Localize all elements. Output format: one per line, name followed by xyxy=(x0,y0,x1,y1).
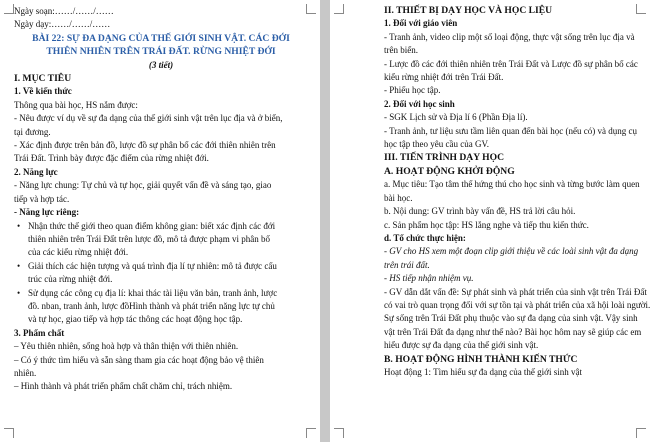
text-line xyxy=(14,112,308,125)
text-line-content: A. HOẠT ĐỘNG KHỞI ĐỘNG xyxy=(384,165,515,177)
text-line xyxy=(14,327,308,340)
text-line xyxy=(384,44,640,57)
text-line-content: vật trên Trái Đất đa dạng như thế nào? Bài học hôm nay sẽ giúp các em xyxy=(384,326,642,337)
document-page-right xyxy=(330,0,650,442)
text-line-content: - Phiếu học tập. xyxy=(384,85,441,96)
text-line-content: 2. Đối với học sinh xyxy=(384,98,455,109)
bullet-icon: • xyxy=(17,220,21,231)
text-line-content: THIÊN NHIÊN TRÊN TRÁI ĐẤT. RỪNG NHIỆT ĐỚI xyxy=(46,46,276,58)
text-line-content: trên biển. xyxy=(384,45,418,56)
text-line xyxy=(384,125,640,138)
text-line-content: - GV cho HS xem một đoạn clip giới thiệu về các loài sinh vật đa dạng xyxy=(384,246,639,257)
text-line xyxy=(384,312,640,325)
text-line-content: Giải thích các hiện tượng và quá trình địa lí tự nhiên: mô tả được cấu xyxy=(28,260,277,271)
text-line-content: BÀI 22: SỰ ĐA DẠNG CỦA THẾ GIỚI SINH VẬT. CÁC ĐỚI xyxy=(32,32,290,44)
text-line-content: 1. Về kiến thức xyxy=(14,86,72,97)
text-line-content: III. TIẾN TRÌNH DẠY HỌC xyxy=(384,152,505,164)
crop-mark-top-right xyxy=(636,4,646,14)
crop-mark-bottom-left xyxy=(334,428,344,438)
text-line xyxy=(14,380,308,393)
bullet-icon: • xyxy=(17,260,21,271)
text-line-content: 3. Phẩm chất xyxy=(14,327,65,338)
text-line xyxy=(14,32,308,45)
text-line xyxy=(384,205,640,218)
text-line xyxy=(14,287,308,300)
text-line xyxy=(14,85,308,98)
right-page-text xyxy=(384,4,650,379)
text-line-content: - Tranh ảnh, video clip một số loại động, thực vật sống trên lục địa và xyxy=(384,31,635,42)
text-line xyxy=(14,354,308,367)
text-line-content: bài học. xyxy=(384,192,413,203)
text-line xyxy=(14,152,308,165)
text-line xyxy=(14,59,308,72)
text-line xyxy=(14,72,308,85)
text-line xyxy=(14,300,308,313)
left-page-text xyxy=(14,5,308,394)
crop-mark-top-right xyxy=(306,4,316,14)
text-line-content: Hoạt động 1: Tìm hiểu sự đa dạng của thế giới sinh vật xyxy=(384,366,582,377)
document-page-left xyxy=(0,0,320,442)
text-line xyxy=(384,98,640,111)
text-line-content: nhiên. xyxy=(14,367,37,378)
text-line-content: trên trái đất. xyxy=(384,259,430,270)
text-line xyxy=(384,245,640,258)
text-line xyxy=(14,260,308,273)
text-line-content: tiếp và hợp tác. xyxy=(14,193,70,204)
text-line-content: có vai trò quan trọng đối với sự tồn tại và phát triển của xã hội loài người. xyxy=(384,299,650,310)
text-line-content: (3 tiết) xyxy=(148,59,174,70)
text-line-content: thiên nhiên trên Trái Đất trên lược đồ, mô tả được phạm vi phân bố xyxy=(28,233,270,244)
text-line-content: – Hình thành và phát triển phẩm chất chăm chỉ, trách nhiệm. xyxy=(14,381,233,392)
text-line-content: B. HOẠT ĐỘNG HÌNH THÀNH KIẾN THỨC xyxy=(384,353,578,365)
text-line-content: hiểu được sự đa dạng của thế giới sinh vật. xyxy=(384,340,539,351)
text-line xyxy=(14,367,308,380)
text-line xyxy=(384,232,640,245)
text-line-content: 2. Năng lực xyxy=(14,166,58,177)
text-line xyxy=(14,179,308,192)
text-line-content: - HS tiếp nhận nhiệm vụ. xyxy=(384,273,474,284)
text-line xyxy=(14,340,308,353)
text-line xyxy=(384,299,650,312)
text-line xyxy=(384,178,640,191)
text-line-content: – Có ý thức tìm hiểu và sẵn sàng tham gia các hoạt động bảo vệ thiên xyxy=(14,354,264,365)
crop-mark-bottom-right xyxy=(306,428,316,438)
text-line xyxy=(384,111,640,124)
text-line xyxy=(384,71,640,84)
text-line xyxy=(384,151,640,164)
text-line xyxy=(384,326,640,339)
text-line-content: d. Tổ chức thực hiện: xyxy=(384,232,466,243)
text-line-content: - Tranh ảnh, tư liệu sưu tầm liên quan đến bài học (nếu có) và dụng cụ xyxy=(384,125,637,136)
text-line xyxy=(384,31,640,44)
text-line xyxy=(384,219,640,232)
text-line-content: Nhận thức thế giới theo quan điểm không gian: biết xác định các đới xyxy=(28,220,276,231)
text-line xyxy=(384,339,640,352)
text-line xyxy=(14,220,308,233)
text-line xyxy=(14,18,308,31)
text-line-content: - Năng lực riêng: xyxy=(14,207,80,218)
text-line-content: II. THIẾT BỊ DẠY HỌC VÀ HỌC LIỆU xyxy=(384,5,553,16)
text-line-content: - Nêu được ví dụ về sự đa dạng của thế giới sinh vật trên lục địa và ở biển, xyxy=(14,113,283,124)
text-line xyxy=(384,272,640,285)
text-line xyxy=(14,139,308,152)
text-line xyxy=(14,193,308,206)
text-line-content: c. Sản phẩm học tập: HS lắng nghe và tiếp thu kiến thức. xyxy=(384,219,589,230)
text-line-content: Trái Đất. Trình bày được đặc điểm của rừng nhiệt đới. xyxy=(14,153,209,164)
text-line-content: Thông qua bài học, HS nắm được: xyxy=(14,99,138,110)
text-line-content: I. MỤC TIÊU xyxy=(14,73,72,85)
text-line-content: Ngày soạn:……/……/…… xyxy=(14,6,114,16)
text-line-content: - Năng lực chung: Tự chủ và tự học, giải quyết vấn đề và sáng tạo, giao xyxy=(14,180,272,191)
text-line-content: kiểu rừng nhiệt đới trên Trái Đất. xyxy=(384,72,504,83)
text-line xyxy=(14,246,308,259)
text-line xyxy=(384,286,647,299)
text-line xyxy=(14,313,308,326)
text-line xyxy=(14,166,308,179)
text-line-content: Ngày dạy:……/……/…… xyxy=(14,19,111,30)
text-line xyxy=(14,233,308,246)
text-line-content: trúc của rừng nhiệt đới. xyxy=(28,274,113,285)
text-line xyxy=(14,273,308,286)
text-line-content: học tập theo yêu cầu của GV. xyxy=(384,139,490,150)
text-line xyxy=(384,192,640,205)
text-line-content: - Lược đồ các đới thiên nhiên trên Trái Đất và Lược đồ sự phân bố các xyxy=(384,58,638,69)
text-line xyxy=(384,58,640,71)
text-line xyxy=(14,45,308,58)
text-line xyxy=(384,17,640,30)
text-line-content: Sự sống trên Trái Đất phụ thuộc vào sự đa dạng của sinh vật. Vậy sinh xyxy=(384,313,638,324)
text-line xyxy=(384,165,640,178)
text-line-content: của các kiểu rừng nhiệt đới. xyxy=(28,247,129,258)
text-line-content: 1. Đối với giáo viên xyxy=(384,18,458,29)
crop-mark-top-left xyxy=(334,4,344,14)
text-line xyxy=(14,5,308,18)
text-line-content: b. Nội dung: GV trình bày vấn đề, HS trả lời câu hỏi. xyxy=(384,206,576,217)
text-line-content: tại đương. xyxy=(14,126,51,137)
text-line-content: và tự học, giao tiếp và hợp tác thông các hoạt động học tập. xyxy=(28,314,243,325)
text-line xyxy=(384,4,640,17)
text-line xyxy=(384,259,640,272)
text-line-content: – Yêu thiên nhiên, sống hoà hợp và thân thiện với thiên nhiên. xyxy=(14,341,239,352)
text-line xyxy=(14,99,308,112)
text-line-content: đồ. nban, tranh ảnh, lược đồHình thành và phát triển năng lực tự chủ xyxy=(28,300,275,311)
text-line xyxy=(384,84,640,97)
crop-mark-top-left xyxy=(4,4,14,14)
text-line xyxy=(384,138,640,151)
text-line xyxy=(14,126,308,139)
crop-mark-bottom-right xyxy=(636,428,646,438)
bullet-icon: • xyxy=(17,287,21,298)
text-line xyxy=(384,366,640,379)
text-line-content: Sử dụng các công cụ địa lí: khai thác tài liệu văn bản, tranh ảnh, lược xyxy=(28,287,278,298)
text-line xyxy=(384,353,640,366)
text-line-content: - Xác định được trên bản đồ, lược đồ sự phân bố các đới thiên nhiên trên xyxy=(14,140,276,151)
crop-mark-bottom-left xyxy=(4,428,14,438)
text-line-content: a. Mục tiêu: Tạo tâm thế hứng thú cho học sinh và từng bước làm quen xyxy=(384,179,640,190)
text-line-content: - GV dẫn dắt vấn đề: Sự phát sinh và phát triển của sinh vật trên Trái Đất xyxy=(384,286,647,297)
text-line xyxy=(14,206,308,219)
text-line-content: - SGK Lịch sử và Địa lí 6 (Phần Địa lí). xyxy=(384,112,528,123)
